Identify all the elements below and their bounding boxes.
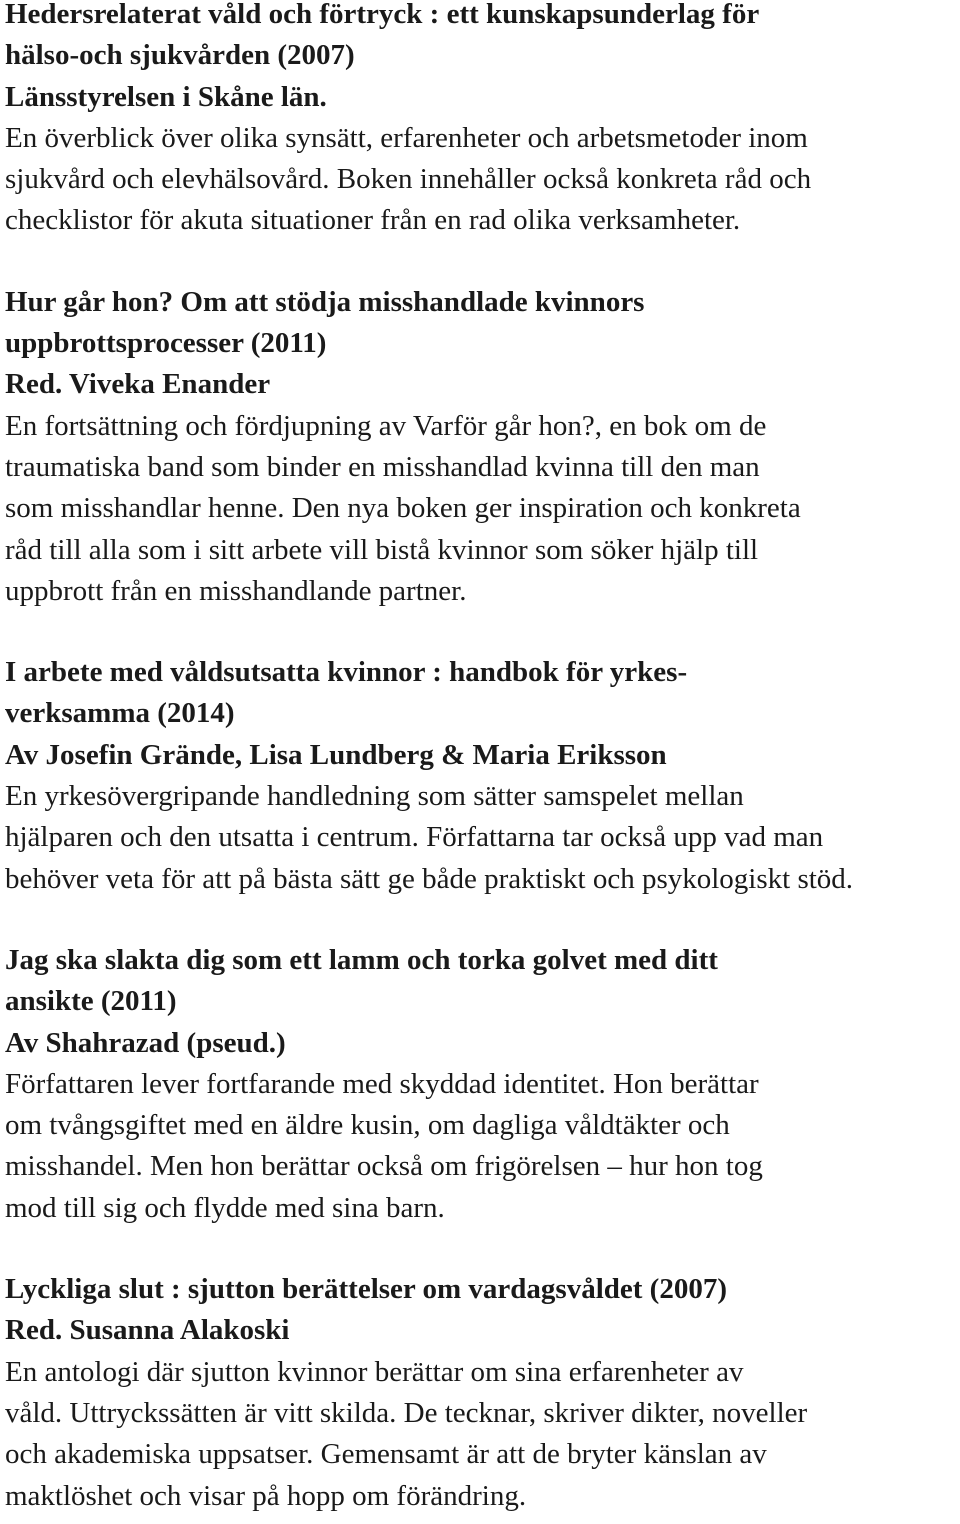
book-description-line: En fortsättning och fördjupning av Varför går hon?, en bok om de [5,409,767,442]
book-description-line: hjälparen och den utsatta i centrum. Författarna tar också upp vad man [5,821,824,854]
book-title-line: Jag ska slakta dig som ett lamm och torka golvet med ditt [5,943,718,976]
book-description-line: En överblick över olika synsätt, erfarenheter och arbetsmetoder inom [5,121,808,154]
book-description-line: råd till alla som i sitt arbete vill bistå kvinnor som söker hjälp till [5,533,759,566]
book-entry [5,1269,955,1517]
book-entry [5,652,955,900]
book-description-line: som misshandlar henne. Den nya boken ger inspiration och konkreta [5,492,801,525]
book-title-line: verksamma (2014) [5,697,235,730]
book-description-line: Författaren lever fortfarande med skyddad identitet. Hon berättar [5,1067,759,1100]
book-description-line: våld. Uttryckssätten är vitt skilda. De tecknar, skriver dikter, noveller [5,1396,808,1429]
book-entry [5,282,955,612]
book-author: Av Josefin Grände, Lisa Lundberg & Maria Eriksson [5,738,667,771]
book-description-line: mod till sig och flydde med sina barn. [5,1191,445,1224]
book-description-line: maktlöshet och visar på hopp om förändring. [5,1479,527,1512]
book-author: Red. Viveka Enander [5,368,271,401]
book-list [5,0,955,1517]
book-description-line: om tvångsgiftet med en äldre kusin, om dagliga våldtäkter och [5,1109,730,1142]
book-title-line: Hedersrelaterat våld och förtryck : ett kunskapsunderlag för [5,0,760,30]
book-title-line: hälso-och sjukvården (2007) [5,39,355,72]
book-description-line: misshandel. Men hon berättar också om frigörelsen – hur hon tog [5,1150,763,1183]
book-description-line: checklistor för akuta situationer från en rad olika verksamheter. [5,204,741,237]
book-title-line: uppbrottsprocesser (2011) [5,327,327,360]
book-author: Länsstyrelsen i Skåne län. [5,80,327,113]
book-title-line: I arbete med våldsutsatta kvinnor : handbok för yrkes- [5,656,688,689]
book-entry [5,0,955,242]
book-entry [5,940,955,1229]
book-title-line: ansikte (2011) [5,985,177,1018]
book-title-line: Lyckliga slut : sjutton berättelser om vardagsvåldet (2007) [5,1273,727,1306]
book-description-line: sjukvård och elevhälsovård. Boken innehåller också konkreta råd och [5,163,812,196]
book-description-line: traumatiska band som binder en misshandlad kvinna till den man [5,450,760,483]
book-description-line: uppbrott från en misshandlande partner. [5,574,467,607]
book-description-line: och akademiska uppsatser. Gemensamt är att de bryter känslan av [5,1438,767,1471]
book-description-line: behöver veta för att på bästa sätt ge både praktiskt och psykologiskt stöd. [5,862,854,895]
book-description-line: En antologi där sjutton kvinnor berättar om sina erfarenheter av [5,1355,744,1388]
book-author: Red. Susanna Alakoski [5,1314,290,1347]
book-description-line: En yrkesövergripande handledning som sätter samspelet mellan [5,780,744,813]
book-author: Av Shahrazad (pseud.) [5,1026,286,1059]
book-title-line: Hur går hon? Om att stödja misshandlade kvinnors [5,285,645,318]
